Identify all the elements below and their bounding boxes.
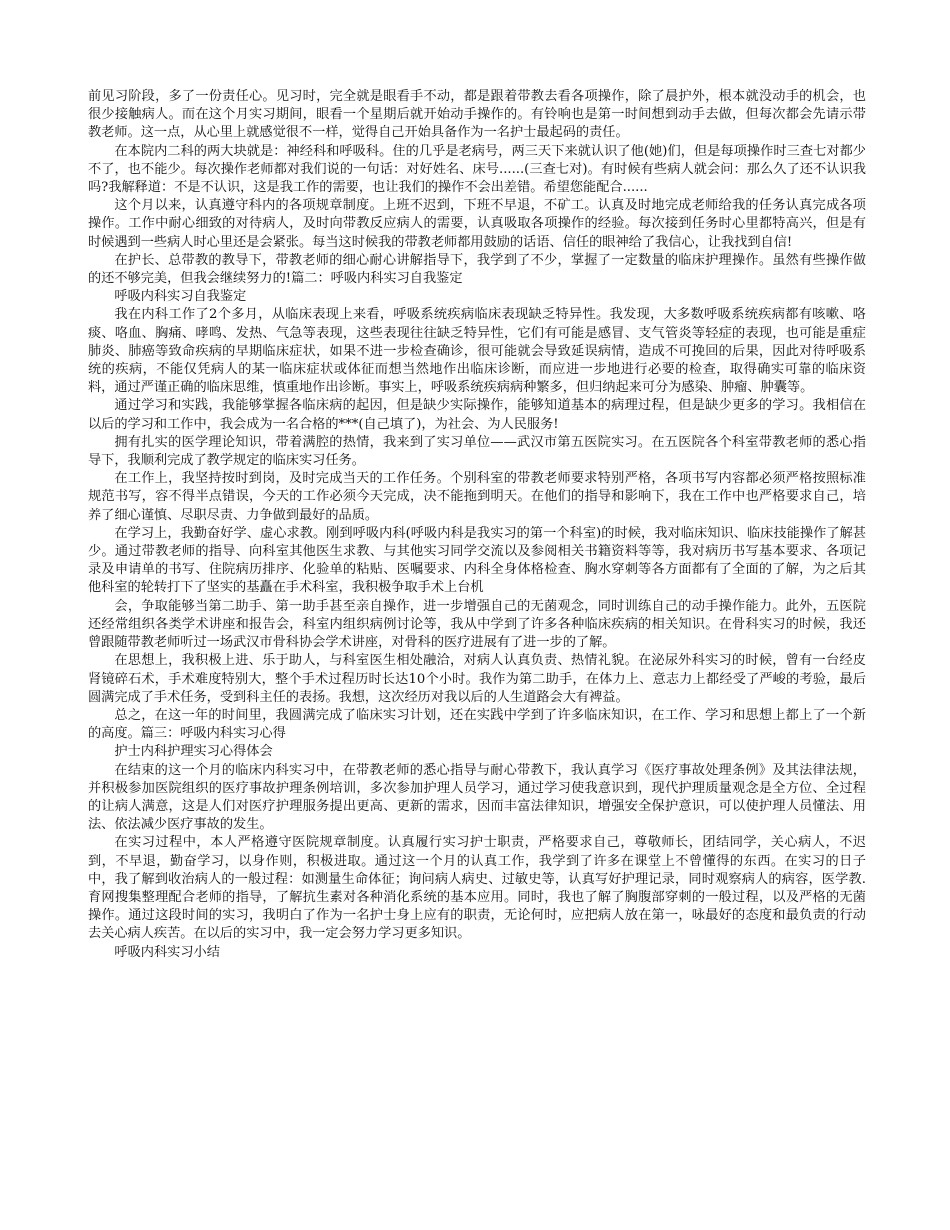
paragraph: 在学习上，我勤奋好学、虚心求教。刚到呼吸内科(呼吸内科是我实习的第一个科室)的时候，我对临床知识、临床技能操作了解甚少。通过带教老师的指导、向科室其他医生求教、与其他实习同学交流以及参阅相关书籍资料等等，我对病历书写基本要求、各项记录及申请单的书写、住院病历排序、化验单的粘贴、医嘱要求、内科全身体格检查、胸水穿刺等各方面都有了全面的了解，为之后其他科室的轮转打下了坚实的基矗在手术科室，我积极争取手术上台机 xyxy=(88,525,866,596)
paragraph: 会，争取能够当第二助手、第一助手甚至亲自操作，进一步增强自己的无菌观念，同时训练自己的动手操作能力。此外，五医院还经常组织各类学术讲座和报告会，科室内组织病例讨论等，我从中学到了许多各种临床疾病的相关知识。在骨科实习的时候，我还曾跟随带教老师听过一场武汉市骨科协会学术讲座，对骨科的医疗进展有了进一步的了解。 xyxy=(88,598,866,651)
paragraph: 通过学习和实践，我能够掌握各临床病的起因，但是缺少实际操作，能够知道基本的病理过程，但是缺少更多的学习。我相信在以后的学习和工作中，我会成为一名合格的***(自己填了)，为社会、为人民服务! xyxy=(88,398,866,432)
paragraph: 我在内科工作了2个多月，从临床表现上来看，呼吸系统疾病临床表现缺乏特异性。我发现，大多数呼吸系统疾病都有咳嗽、咯痰、咯血、胸痛、哮鸣、发热、气急等表现，这些表现往往缺乏特异性，它们有可能是感冒、支气管炎等轻症的表现，也可能是重症肺炎、肺癌等致命疾病的早期临床症状，如果不进一步检查确诊，很可能就会导致延误病情，造成不可挽回的后果，因此对待呼吸系统的疾病，不能仅凭病人的某一临床症状或体征而想当然地作出临床诊断，而应进一步地进行必要的检查，取得确实可靠的临床资料，通过严谨正确的临床思维，慎重地作出诊断。事实上，呼吸系统疾病病种繁多，但归纳起来可分为感染、肿瘤、肿囊等。 xyxy=(88,307,866,396)
paragraph: 在本院内二科的两大块就是：神经科和呼吸科。住的几乎是老病号，两三天下来就认识了他(她)们，但是每项操作时三查七对都少不了，也不能少。每次操作老师都对我们说的一句话：对好姓名、床号......(三查七对)。有时候有些病人就会问：那么久了还不认识我吗?我解释道：不是不认识，这是我工作的需要，也让我们的操作不会出差错。希望您能配合...... xyxy=(88,143,866,196)
section-heading: 呼吸内科实习小结 xyxy=(114,944,220,960)
paragraph: 在实习过程中，本人严格遵守医院规章制度。认真履行实习护士职责，严格要求自己，尊敬师长，团结同学，关心病人，不迟到，不早退，勤奋学习，以身作则，积极进取。通过这一个月的认真工作，我学到了许多在课堂上不曾懂得的东西。在实习的日子中，我了解到收治病人的一般过程：如测量生命体征；询问病人病史、过敏史等，认真写好护理记录，同时观察病人的病容，医学教.育网搜集整理配合老师的指导，了解抗生素对各种消化系统的基本应用。同时，我也了解了胸腹部穿刺的一般过程，以及严格的无菌操作。通过这段时间的实习，我明白了作为一名护士身上应有的职责，无论何时，应把病人放在第一，咏最好的态度和最负责的行动去关心病人疾苦。在以后的实习中，我一定会努力学习更多知识。 xyxy=(88,835,866,942)
paragraph: 在结束的这一个月的临床内科实习中，在带教老师的悉心指导与耐心带教下，我认真学习《医疗事故处理条例》及其法律法规，并积极参加医院组织的医疗事故护理条例培训，多次参加护理人员学习，通过学习使我意识到，现代护理质量观念是全方位、全过程的让病人满意，这是人们对医疗护理服务提出更高、更新的需求，因而丰富法律知识，增强安全保护意识，可以使护理人员懂法、用法、依法减少医疗事故的发生。 xyxy=(88,762,866,833)
paragraph: 这个月以来，认真遵守科内的各项规章制度。上班不迟到，下班不早退，不矿工。认真及时地完成老师给我的任务认真完成各项操作。工作中耐心细致的对待病人，及时向带教反应病人的需要，认真吸取各项操作的经验。每次接到任务时心里都特高兴，但是有时候遇到一些病人时心里还是会紧张。每当这时候我的带教老师都用鼓励的话语、信任的眼神给了我信心，让我找到自信! xyxy=(88,198,866,250)
paragraph: 拥有扎实的医学理论知识，带着满腔的热情，我来到了实习单位——武汉市第五医院实习。在五医院各个科室带教老师的悉心指导下，我顺利完成了教学规定的临床实习任务。 xyxy=(88,434,866,469)
section-heading: 护士内科护理实习心得体会 xyxy=(114,744,273,760)
paragraph: 在思想上，我积极上进、乐于助人，与科室医生相处融洽，对病人认真负责、热情礼貌。在泌尿外科实习的时候，曾有一台经皮肾镜碎石术，手术难度特别大，整个手术过程历时长达10个小时。我作为第二助手，在体力上、意志力上都经受了严峻的考验，最后圆满完成了手术任务，受到科主任的表扬。我想，这次经历对我以后的人生道路会大有裨益。 xyxy=(88,653,866,705)
paragraph: 前见习阶段，多了一份责任心。见习时，完全就是眼看手不动，都是跟着带教去看各项操作，除了晨护外，根本就没动手的机会，也很少接触病人。而在这个月实习期间，眼看一个星期后就开始动手操作的。有铃响也是第一时间想到动手去做，但每次都会先请示带教老师。这一点，从心里上就感觉很不一样，觉得自己开始具备作为一名护士最起码的责任。 xyxy=(88,89,866,141)
section-heading: 呼吸内科实习自我鉴定 xyxy=(114,289,247,305)
paragraph: 总之，在这一年的时间里，我圆满完成了临床实习计划，还在实践中学到了许多临床知识，在工作、学习和思想上都上了一个新的高度。篇三：呼吸内科实习心得 xyxy=(88,707,866,742)
paragraph: 在护长、总带教的教导下，带教老师的细心耐心讲解指导下，我学到了不少，掌握了一定数量的临床护理操作。虽然有些操作做的还不够完美，但我会继续努力的!篇二：呼吸内科实习自我鉴定 xyxy=(88,252,866,287)
paragraph: 在工作上，我坚持按时到岗，及时完成当天的工作任务。个别科室的带教老师要求特别严格，各项书写内容都必须严格按照标准规范书写，容不得半点错误，今天的工作必须今天完成，决不能拖到明天。在他们的指导和影响下，我在工作中也严格要求自己，培养了细心谨慎、尽职尽责、力争做到最好的品质。 xyxy=(88,471,866,523)
